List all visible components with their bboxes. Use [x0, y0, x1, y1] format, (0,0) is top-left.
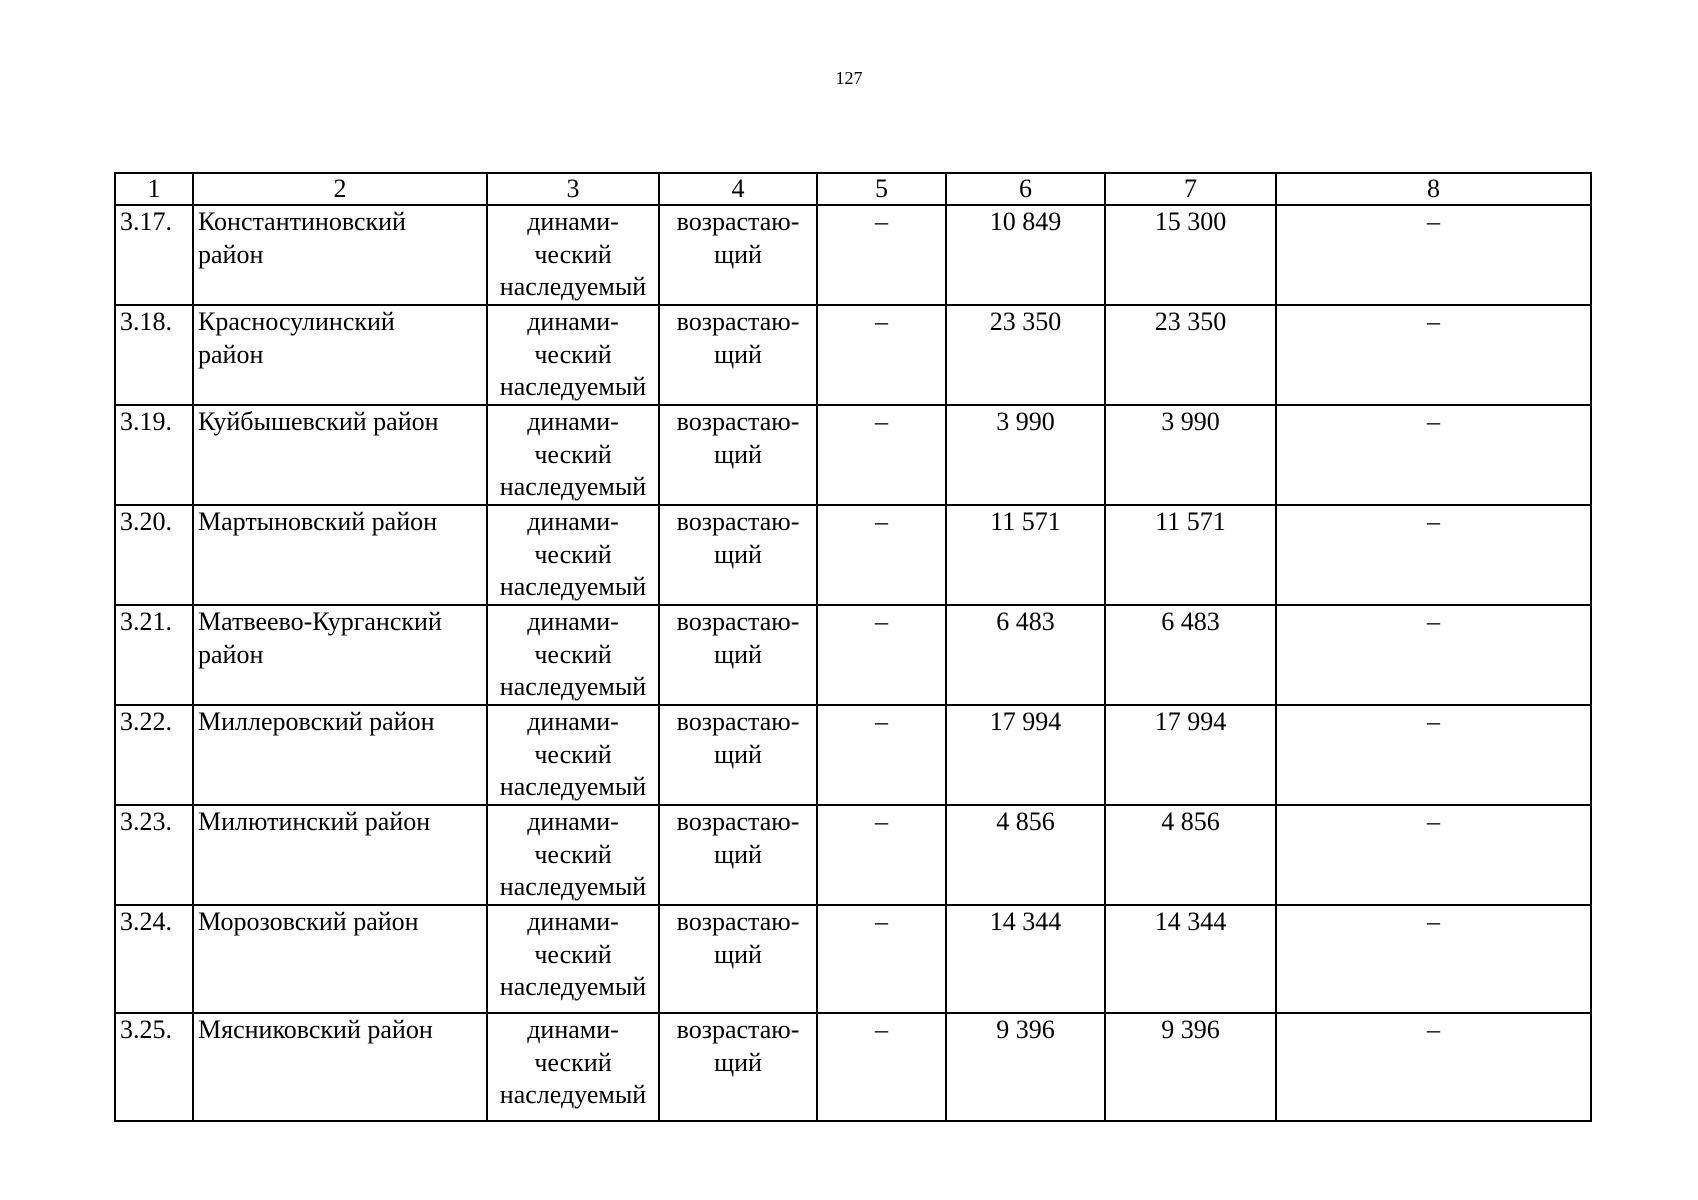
trend-cell-line: возрастаю- [676, 407, 800, 436]
type-cell-line: динами- [527, 607, 619, 636]
trend-cell-line: возрастаю- [676, 807, 800, 836]
district-name-cell [193, 205, 487, 305]
col7-cell: 15 300 [1105, 205, 1276, 305]
type-cell-line: ческий [534, 1047, 612, 1077]
col8-cell: – [1276, 605, 1591, 705]
type-cell [487, 305, 659, 405]
page-number: 127 [835, 68, 863, 88]
trend-cell-line: щий [714, 339, 762, 369]
trend-cell-line: возрастаю- [676, 907, 800, 936]
trend-cell [659, 605, 817, 705]
col8-cell: – [1276, 405, 1591, 505]
type-cell [487, 1013, 659, 1121]
row-number-cell: 3.20. [115, 505, 193, 605]
type-cell-line: динами- [527, 207, 619, 236]
trend-cell-line: щий [714, 439, 762, 469]
district-name-cell-line: Константиновский [198, 207, 406, 236]
col5-cell: – [817, 1013, 946, 1121]
district-name-cell [193, 605, 487, 705]
district-name-cell [193, 705, 487, 805]
col5-cell: – [817, 305, 946, 405]
type-cell-line: ческий [534, 739, 612, 769]
row-number-cell: 3.18. [115, 305, 193, 405]
type-cell [487, 605, 659, 705]
table-body [115, 205, 1591, 1121]
col6-cell: 3 990 [946, 405, 1105, 505]
col7-cell: 14 344 [1105, 905, 1276, 1013]
trend-cell [659, 205, 817, 305]
row-number-cell: 3.17. [115, 205, 193, 305]
col6-cell: 4 856 [946, 805, 1105, 905]
col7-cell: 3 990 [1105, 405, 1276, 505]
type-cell [487, 505, 659, 605]
col7-cell: 6 483 [1105, 605, 1276, 705]
trend-cell [659, 805, 817, 905]
type-cell-line: ческий [534, 839, 612, 869]
col8-cell: – [1276, 1013, 1591, 1121]
table-row [115, 505, 1591, 605]
type-cell-line: динами- [527, 507, 619, 536]
district-name-cell [193, 405, 487, 505]
type-cell-line: ческий [534, 339, 612, 369]
district-name-cell-line: район [198, 639, 264, 669]
type-cell-line: наследуемый [499, 1080, 647, 1109]
col6-cell: 9 396 [946, 1013, 1105, 1121]
table-row [115, 305, 1591, 405]
trend-cell-line: возрастаю- [676, 607, 800, 636]
col8-cell: – [1276, 305, 1591, 405]
col7-cell: 11 571 [1105, 505, 1276, 605]
col6-cell: 17 994 [946, 705, 1105, 805]
trend-cell-line: щий [714, 539, 762, 569]
type-cell-line: динами- [527, 1015, 619, 1044]
type-cell [487, 805, 659, 905]
trend-cell [659, 405, 817, 505]
col6-cell: 11 571 [946, 505, 1105, 605]
header-cell: 3 [487, 173, 659, 205]
type-cell [487, 705, 659, 805]
row-number-cell: 3.21. [115, 605, 193, 705]
row-number-cell: 3.19. [115, 405, 193, 505]
type-cell-line: динами- [527, 807, 619, 836]
type-cell-line: динами- [527, 907, 619, 936]
trend-cell-line: возрастаю- [676, 207, 800, 236]
trend-cell [659, 305, 817, 405]
district-name-cell-line: Куйбышевский район [198, 407, 439, 436]
col8-cell: – [1276, 205, 1591, 305]
type-cell [487, 205, 659, 305]
col5-cell: – [817, 905, 946, 1013]
col7-cell: 9 396 [1105, 1013, 1276, 1121]
district-name-cell-line: Миллеровский район [198, 707, 435, 736]
type-cell-line: ческий [534, 539, 612, 569]
col7-cell: 17 994 [1105, 705, 1276, 805]
table-row [115, 605, 1591, 705]
type-cell-line: ческий [534, 639, 612, 669]
table-row [115, 805, 1591, 905]
header-cell: 2 [193, 173, 487, 205]
col8-cell: – [1276, 905, 1591, 1013]
type-cell-line: наследуемый [499, 972, 647, 1001]
trend-cell [659, 705, 817, 805]
trend-cell-line: щий [714, 639, 762, 669]
type-cell-line: наследуемый [499, 472, 647, 501]
col5-cell: – [817, 405, 946, 505]
data-table [114, 172, 1592, 1122]
header-cell: 4 [659, 173, 817, 205]
type-cell [487, 405, 659, 505]
type-cell-line: динами- [527, 707, 619, 736]
col5-cell: – [817, 705, 946, 805]
district-name-cell-line: район [198, 239, 264, 269]
district-name-cell [193, 305, 487, 405]
header-cell: 5 [817, 173, 946, 205]
trend-cell [659, 505, 817, 605]
type-cell-line: ческий [534, 239, 612, 269]
trend-cell-line: возрастаю- [676, 1015, 800, 1044]
trend-cell-line: щий [714, 839, 762, 869]
trend-cell-line: возрастаю- [676, 307, 800, 336]
table-row [115, 1013, 1591, 1121]
table-row [115, 405, 1591, 505]
district-name-cell [193, 1013, 487, 1121]
col6-cell: 14 344 [946, 905, 1105, 1013]
trend-cell [659, 905, 817, 1013]
type-cell-line: наследуемый [499, 572, 647, 601]
district-name-cell-line: Красносулинский [198, 307, 395, 336]
row-number-cell: 3.23. [115, 805, 193, 905]
col7-cell: 4 856 [1105, 805, 1276, 905]
district-name-cell-line: Мартыновский район [198, 507, 438, 536]
trend-cell-line: щий [714, 239, 762, 269]
type-cell-line: ческий [534, 439, 612, 469]
district-name-cell-line: район [198, 339, 264, 369]
district-name-cell-line: Морозовский район [198, 907, 419, 936]
col6-cell: 23 350 [946, 305, 1105, 405]
col5-cell: – [817, 805, 946, 905]
district-name-cell-line: Мясниковский район [198, 1015, 433, 1044]
district-name-cell [193, 805, 487, 905]
table-row [115, 705, 1591, 805]
row-number-cell: 3.24. [115, 905, 193, 1013]
type-cell-line: наследуемый [499, 672, 647, 701]
district-name-cell [193, 505, 487, 605]
type-cell-line: наследуемый [499, 872, 647, 901]
header-cell: 7 [1105, 173, 1276, 205]
district-name-cell [193, 905, 487, 1013]
table-row [115, 205, 1591, 305]
type-cell-line: наследуемый [499, 372, 647, 401]
type-cell-line: наследуемый [499, 272, 647, 301]
header-cell: 1 [115, 173, 193, 205]
type-cell-line: ческий [534, 939, 612, 969]
col8-cell: – [1276, 805, 1591, 905]
trend-cell-line: возрастаю- [676, 507, 800, 536]
header-row [115, 173, 1591, 205]
trend-cell-line: щий [714, 1047, 762, 1077]
col5-cell: – [817, 605, 946, 705]
row-number-cell: 3.25. [115, 1013, 193, 1121]
type-cell-line: динами- [527, 407, 619, 436]
type-cell-line: наследуемый [499, 772, 647, 801]
trend-cell [659, 1013, 817, 1121]
type-cell-line: динами- [527, 307, 619, 336]
col5-cell: – [817, 205, 946, 305]
trend-cell-line: щий [714, 739, 762, 769]
header-cell: 6 [946, 173, 1105, 205]
col5-cell: – [817, 505, 946, 605]
col8-cell: – [1276, 505, 1591, 605]
trend-cell-line: щий [714, 939, 762, 969]
col8-cell: – [1276, 705, 1591, 805]
trend-cell-line: возрастаю- [676, 707, 800, 736]
col6-cell: 6 483 [946, 605, 1105, 705]
district-name-cell-line: Матвеево-Курганский [198, 607, 442, 636]
table-row [115, 905, 1591, 1013]
row-number-cell: 3.22. [115, 705, 193, 805]
col7-cell: 23 350 [1105, 305, 1276, 405]
type-cell [487, 905, 659, 1013]
header-cell: 8 [1276, 173, 1591, 205]
col6-cell: 10 849 [946, 205, 1105, 305]
district-name-cell-line: Милютинский район [198, 807, 431, 836]
